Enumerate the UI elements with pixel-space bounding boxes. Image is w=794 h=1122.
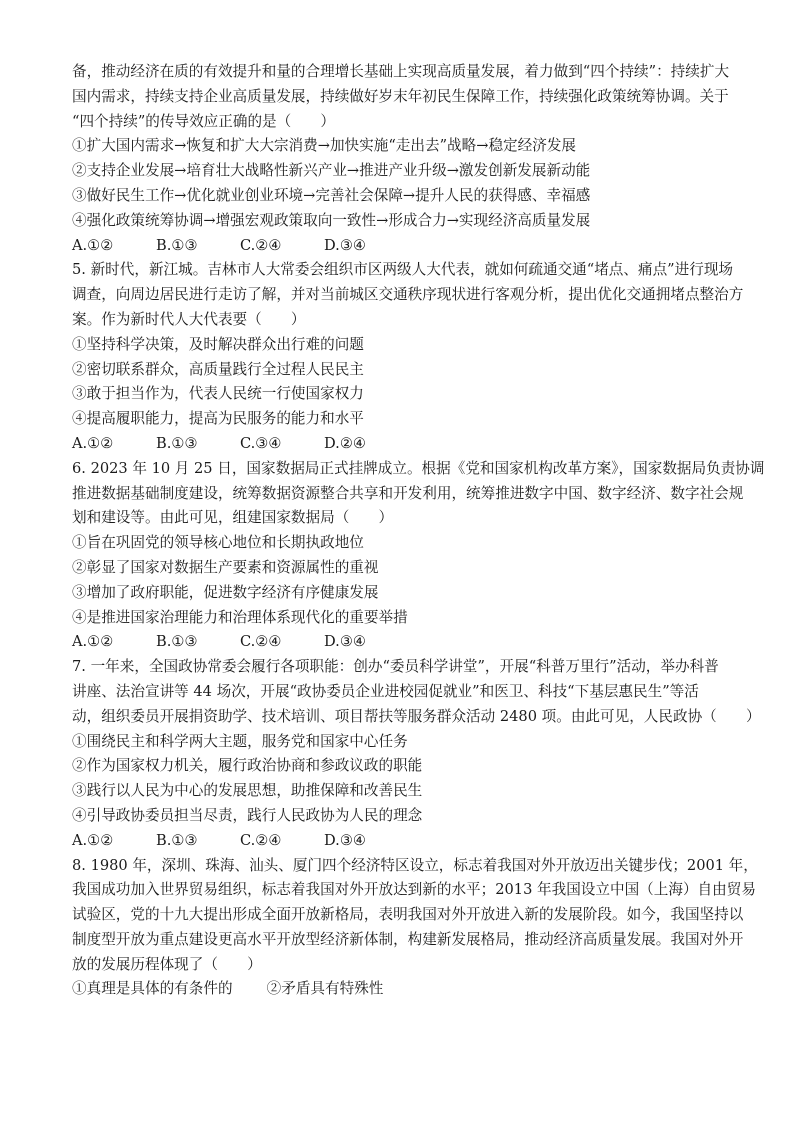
statement-1: ①真理是具体的有条件的 xyxy=(72,980,233,998)
question-stem-line: 5. 新时代，新江城。吉林市人大常委会组织市区两级人大代表，就如何疏通交通“堵点、痛点”进行现场 xyxy=(72,261,734,279)
option-c: C.②④ xyxy=(240,633,282,651)
question-stem-line: 国内需求，持续支持企业高质量发展，持续做好岁末年初民生保障工作，持续强化政策统筹协调。关于 xyxy=(72,87,729,105)
option-b: B.①③ xyxy=(156,633,198,651)
statement-2: ②密切联系群众，高质量践行全过程人民民主 xyxy=(72,360,364,378)
statement-1: ①旨在巩固党的领导核心地位和长期执政地位 xyxy=(72,534,364,552)
option-a: A.①② xyxy=(72,633,114,651)
question-stem-line: 调查，向周边居民进行走访了解，并对当前城区交通秩序现状进行客观分析，提出优化交通拥堵点整治方 xyxy=(72,286,744,304)
statement-3: ③增加了政府职能，促进数字经济有序健康发展 xyxy=(72,583,379,601)
option-a: A.①② xyxy=(72,236,114,254)
option-b: B.①③ xyxy=(156,236,198,254)
statement-1: ①围绕民主和科学两大主题，服务党和国家中心任务 xyxy=(72,732,408,750)
statement-3: ③敢于担当作为，代表人民统一行使国家权力 xyxy=(72,385,364,403)
statement-3: ③践行以人民为中心的发展思想，助推保障和改善民生 xyxy=(72,782,423,800)
question-stem-line: 制度型开放为重点建设更高水平开放型经济新体制，构建新发展格局，推动经济高质量发展。我国对外开 xyxy=(72,930,744,948)
option-d: D.③④ xyxy=(324,236,366,254)
question-stem-line: 我国成功加入世界贸易组织，标志着我国对外开放达到新的水平；2013 年我国设立中国（上海）自由贸易 xyxy=(72,881,756,899)
option-d: D.②④ xyxy=(324,434,366,452)
statement-1: ①坚持科学决策，及时解决群众出行难的问题 xyxy=(72,335,364,353)
statement-2: ②作为国家权力机关，履行政治协商和参政议政的职能 xyxy=(72,757,423,775)
statement-4: ④是推进国家治理能力和治理体系现代化的重要举措 xyxy=(72,608,408,626)
statement-2: ②彰显了国家对数据生产要素和资源属性的重视 xyxy=(72,558,379,576)
answer-options xyxy=(72,829,732,854)
question-stem-line: 8. 1980 年，深圳、珠海、汕头、厦门四个经济特区设立，标志着我国对外开放迈出关键步伐；2001 年， xyxy=(72,856,758,874)
statement-4: ④强化政策统筹协调→增强宏观政策取向一致性→形成合力→实现经济高质量发展 xyxy=(72,211,591,229)
question-7 xyxy=(72,655,761,853)
question-8 xyxy=(72,854,758,1003)
statement-1: ①扩大国内需求→恢复和扩大大宗消费→加快实施“走出去”战略→稳定经济发展 xyxy=(72,137,577,155)
question-4 xyxy=(72,60,732,258)
question-stem-line: 放的发展历程体现了（ ） xyxy=(72,955,262,973)
answer-options xyxy=(72,234,732,259)
answer-options xyxy=(72,432,732,457)
statement-row xyxy=(72,977,732,1002)
option-a: A.①② xyxy=(72,434,114,452)
option-a: A.①② xyxy=(72,831,114,849)
answer-options xyxy=(72,630,732,655)
option-b: B.①③ xyxy=(156,434,198,452)
option-d: D.③④ xyxy=(324,633,366,651)
statement-2: ②矛盾具有特殊性 xyxy=(266,980,384,998)
document-page xyxy=(72,60,765,1002)
question-stem-line: 7. 一年来，全国政协常委会履行各项职能：创办“委员科学讲堂”，开展“科普万里行”活动，举办科普 xyxy=(72,658,719,676)
question-stem-line: 备，推动经济在质的有效提升和量的合理增长基础上实现高质量发展，着力做到“四个持续”：持续扩大 xyxy=(72,63,730,80)
statement-2: ②支持企业发展→培育壮大战略性新兴产业→推进产业升级→激发创新发展新动能 xyxy=(72,162,591,180)
question-stem-line: 动，组织委员开展捐资助学、技术培训、项目帮扶等服务群众活动 2480 项。由此可见，人民政协（ ） xyxy=(72,707,761,725)
option-c: C.②④ xyxy=(240,236,282,254)
question-stem-line: 推进数据基础制度建设，统筹数据资源整合共享和开发利用，统筹推进数字中国、数字经济、数字社会规 xyxy=(72,484,744,502)
question-5 xyxy=(72,258,744,456)
question-stem-line: 划和建设等。由此可见，组建国家数据局（ ） xyxy=(72,509,394,527)
option-c: C.③④ xyxy=(240,434,282,452)
question-stem-line: 6. 2023 年 10 月 25 日，国家数据局正式挂牌成立。根据《党和国家机构改革方案》，国家数据局负责协调 xyxy=(72,459,765,477)
question-stem-line: “四个持续”的传导效应正确的是（ ） xyxy=(72,112,336,130)
option-d: D.③④ xyxy=(324,831,366,849)
statement-4: ④提高履职能力，提高为民服务的能力和水平 xyxy=(72,410,364,428)
statement-4: ④引导政协委员担当尽责，践行人民政协为人民的理念 xyxy=(72,806,423,824)
question-stem-line: 试验区，党的十九大提出形成全面开放新格局，表明我国对外开放进入新的发展阶段。如今，我国坚持以 xyxy=(72,906,744,924)
question-stem-line: 讲座、法治宣讲等 44 场次，开展“政协委员企业进校园促就业”和医卫、科技“下基层惠民生”等活 xyxy=(72,682,699,700)
option-c: C.②④ xyxy=(240,831,282,849)
option-b: B.①③ xyxy=(156,831,198,849)
statement-3: ③做好民生工作→优化就业创业环境→完善社会保障→提升人民的获得感、幸福感 xyxy=(72,186,591,204)
question-stem-line: 案。作为新时代人大代表要（ ） xyxy=(72,310,306,328)
question-6 xyxy=(72,457,765,655)
